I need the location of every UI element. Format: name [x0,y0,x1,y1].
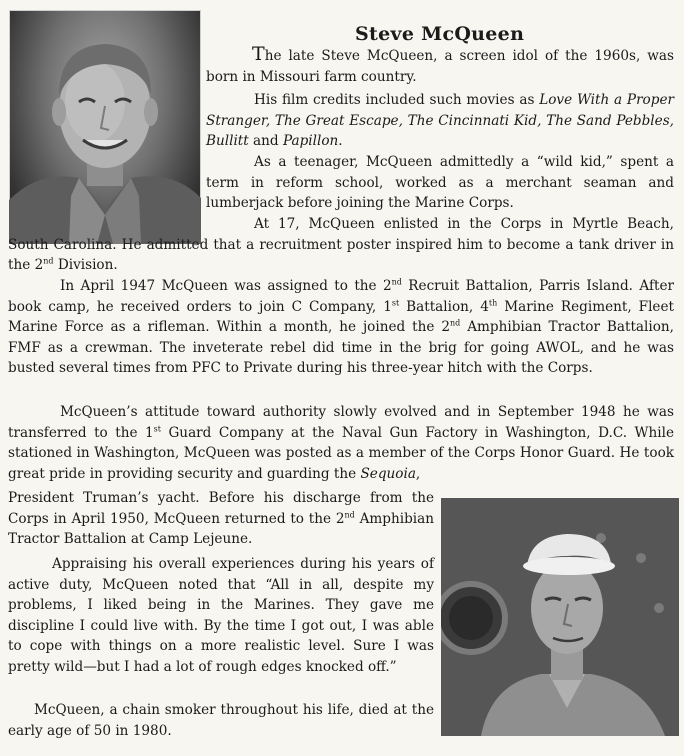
film-credits-end: . [338,133,343,150]
attitude-text-a: McQueen’s attitude toward authority slowly evolved and in September 1948 he was transferred to the 1 [8,404,674,441]
paragraph-teenager [206,152,674,214]
sailor-photo [441,498,679,736]
paragraph-film-credits [206,90,674,152]
ship-name: Sequoia [360,465,416,482]
attitude-text-b: Guard Company at the Naval Gun Factory in Washington, D.C. While stationed in Washington, McQueen was posted as a member of the Corps Honor Guard. He took great pride in providing security and guarding the [8,424,675,482]
attitude-text-c: , [415,465,421,482]
ordinal-suffix: st [391,298,400,308]
paragraph-attitude [8,402,674,484]
paragraph-enlisted [8,214,674,276]
paragraph-quote [8,554,434,678]
film-credits-and: and [248,133,283,150]
portrait-photo-drawing [9,10,201,244]
paragraph-death-text: McQueen, a chain smoker throughout his life, died at the early age of 50 in 1980. [8,702,434,739]
drop-cap: T [252,43,265,65]
paragraph-intro-text: he late Steve McQueen, a screen idol of the 1960s, was born in Missouri farm country. [206,48,674,85]
paragraph-intro [206,44,674,87]
paragraph-quote-text: Appraising his overall experiences during his years of active duty, McQueen noted that “All in all, despite my problems, I liked being in the Marines. They gave me discipline I could live with. By the time I got out, I was able to cope with things on a more realistic level. Sure I was pretty wild—but I had a lot of rough edges knocked off.” [8,556,434,675]
assignment-text-a: In April 1947 McQueen was assigned to the 2 [60,278,392,294]
paragraph-discharge [8,488,434,550]
ordinal-suffix: nd [391,277,402,287]
assignment-text-c: Battalion, 4 [399,298,489,315]
discharge-text-a: President Truman’s yacht. Before his discharge from the Corps in April 1950, McQueen returned to the 2 [8,490,434,527]
ordinal-suffix: nd [344,510,355,520]
film-title-last: Papillon [282,133,339,150]
assignment-text-b: Recruit Battalion, Parris Island. After book camp, he received orders to join C Company, 1 [8,278,674,315]
paragraph-teenager-text: As a teenager, McQueen admittedly a “wild kid,” spent a term in reform school, worked as a merchant seaman and lumberjack before joining the Marine Corps. [206,154,674,212]
paragraph-enlisted-end: Division. [53,257,118,274]
paragraph-death [8,700,434,741]
assignment-text-d: Marine Regiment, Fleet Marine Force as a rifleman. Within a month, he joined the 2 [8,298,674,336]
ordinal-suffix: th [488,298,498,308]
ordinal-suffix: nd [449,318,461,328]
page-title: Steve McQueen [355,22,525,45]
paragraph-assignment [8,276,674,379]
ordinal-suffix: st [153,424,161,434]
ordinal-suffix: nd [43,256,54,266]
portrait-photo [9,10,201,244]
discharge-text-b: Amphibian Tractor Battalion at Camp Lejeune. [8,510,435,548]
paragraph-enlisted-text: At 17, McQueen enlisted in the Corps in Myrtle Beach, South Carolina. He admitted that a recruitment poster inspired him to become a tank driver in the 2 [8,216,674,274]
film-credits-lead: His film credits included such movies as [254,92,540,108]
sailor-photo-drawing [441,498,679,736]
film-titles: Love With a Proper Stranger, The Great Escape, The Cincinnati Kid, The Sand Pebbles, Bullitt [206,92,674,150]
assignment-text-e: Amphibian Tractor Battalion, FMF as a crewman. The inveterate rebel did time in the brig for going AWOL, and he was busted several times from PFC to Private during his three-year hitch with the Corps. [8,319,674,377]
